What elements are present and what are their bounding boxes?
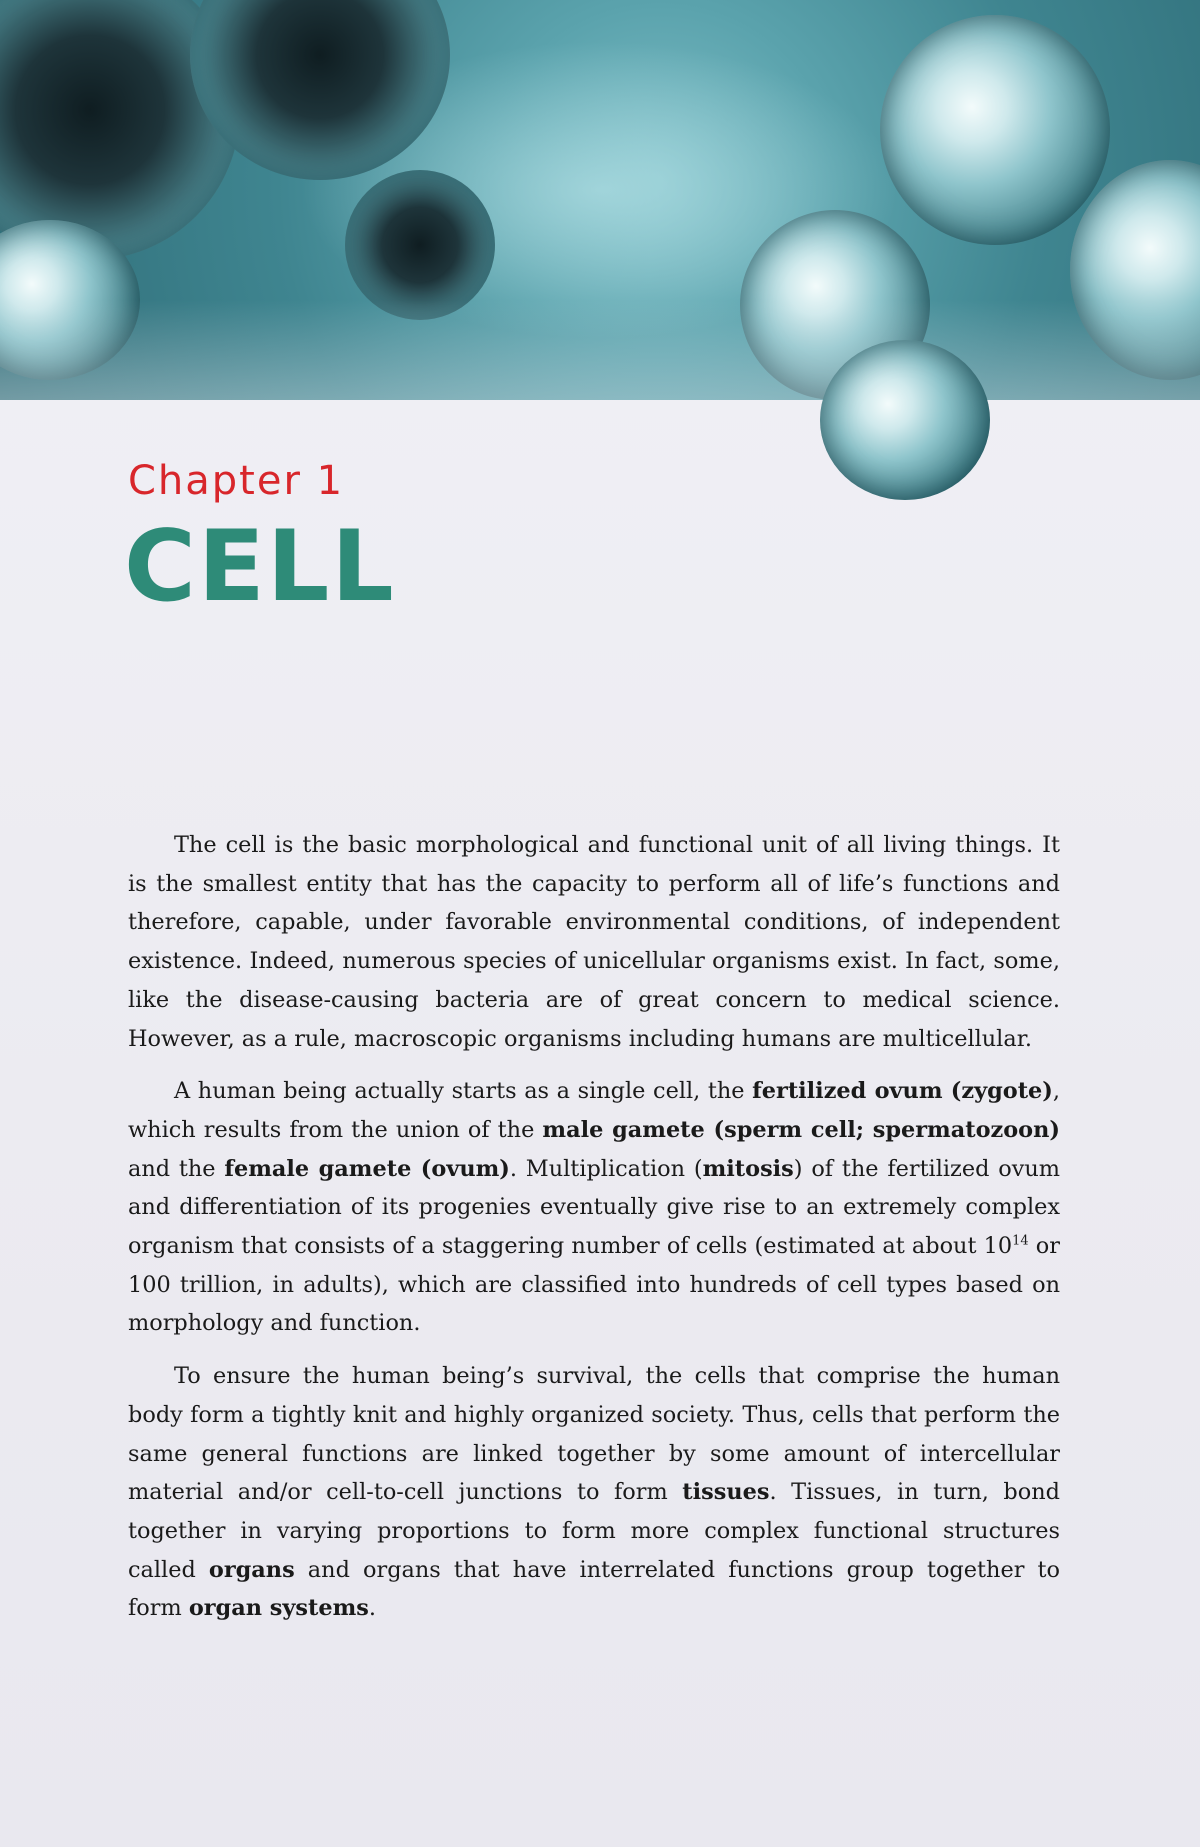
bold-term: organ systems (188, 1595, 369, 1622)
bold-term: male gamete (sperm cell; spermatozoon) (542, 1116, 1060, 1143)
body-paragraph (128, 826, 1060, 1058)
bold-term: organs (208, 1556, 295, 1583)
body-paragraph (128, 1357, 1060, 1628)
text-run: A human being actually starts as a single cell, the (174, 1078, 753, 1105)
chapter-body (128, 826, 1060, 1642)
text-run: . Multiplication ( (509, 1155, 703, 1182)
text-run: To ensure the human being’s survival, the cells that comprise the human body form a tightly knit and highly organized society. Thus, cells that perform the same general functions are linked together by some amount of intercellular material and/or cell-to-cell junctions to form (128, 1363, 1060, 1506)
cell-sphere-decoration (345, 170, 495, 320)
text-run: ) of the fertilized ovum and differentiation of its progenies eventually give rise to an extremely complex organism that consists of a staggering number of cells (estimated at about 10 (128, 1155, 1060, 1260)
cell-microscopy-banner (0, 0, 1200, 400)
chapter-title: CELL (124, 510, 396, 624)
body-paragraph (128, 1072, 1060, 1343)
text-run: . Tissues, in turn, bond together in varying proportions to form more complex functional structures called (128, 1479, 1060, 1583)
bold-term: tissues (682, 1479, 770, 1506)
text-run: The cell is the basic morphological and functional unit of all living things. It is the smallest entity that has the capacity to perform all of life’s functions and therefore, capable, under favorable environmental conditions, of independent existence. Indeed, numerous species of unicellular organisms exist. In fact, some, like the disease-causing bacteria are of great concern to medical science. However, as a rule, macroscopic organisms including humans are multicellular. (128, 832, 1060, 1052)
chapter-label: Chapter 1 (128, 458, 345, 504)
bold-term: mitosis (702, 1155, 794, 1182)
text-run: , which results from the union of the (128, 1078, 1061, 1143)
cell-sphere-decoration (880, 15, 1110, 245)
bold-term: fertilized ovum (zygote) (752, 1078, 1053, 1105)
bold-term: female gamete (ovum) (224, 1155, 510, 1182)
text-run: and the (128, 1155, 225, 1182)
text-run: . (368, 1595, 377, 1622)
superscript: 14 (1012, 1233, 1029, 1249)
cell-sphere-decoration (820, 340, 990, 500)
text-run: and organs that have interrelated functions group together to form (128, 1556, 1060, 1622)
text-run: or 100 trillion, in adults), which are classified into hundreds of cell types based on morphology and function. (128, 1233, 1060, 1337)
